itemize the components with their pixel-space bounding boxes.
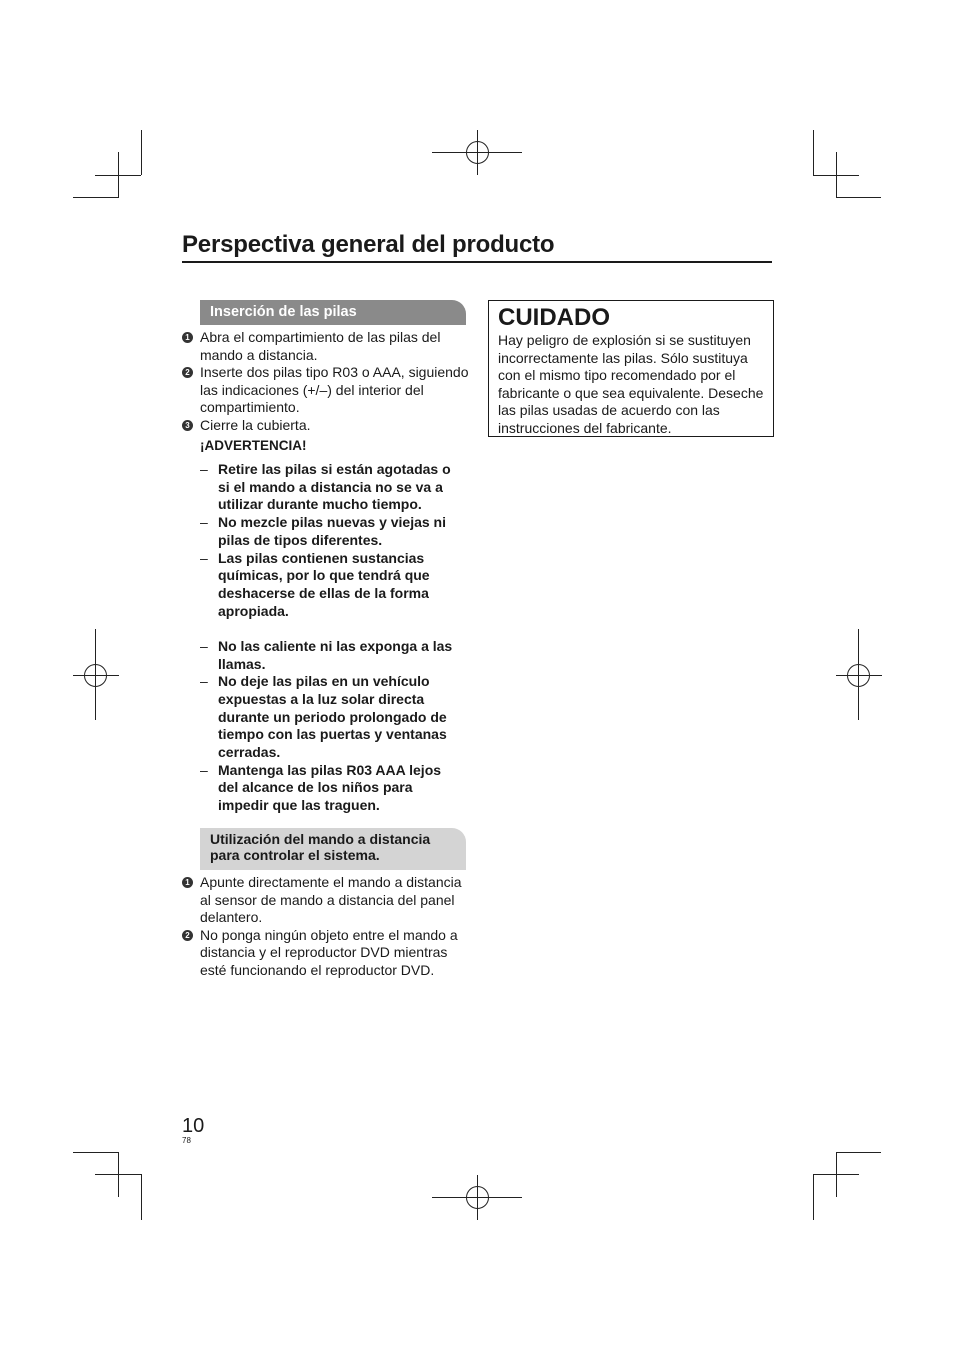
- warning-heading: ¡ADVERTENCIA!: [200, 438, 307, 453]
- page-title: Perspectiva general del producto: [182, 230, 772, 263]
- dash-bullet: –: [200, 673, 208, 690]
- caution-text: Hay peligro de explosión si se sustituyen incorrectamente las pilas. Sólo sustituya con el mismo tipo recomendado por el fabricante o que sea equivalente. Deseche las pilas usadas de acuerdo con las instrucciones del fabricante.: [498, 332, 764, 436]
- warning-text: No deje las pilas en un vehículo expuestas a la luz solar directa durante un periodo prolongado de tiempo con las puertas y ventanas cerradas.: [218, 673, 447, 761]
- step-number-icon: 1: [182, 877, 193, 888]
- warning-text: No las caliente ni las exponga a las llamas.: [218, 637, 453, 672]
- dash-bullet: –: [200, 637, 208, 654]
- warning-list: [200, 461, 465, 815]
- step-text: Inserte dos pilas tipo R03 o AAA, siguiendo las indicaciones (+/–) del interior del compartimiento.: [200, 364, 469, 415]
- list-item: [200, 550, 465, 621]
- remote-steps: [182, 874, 472, 979]
- step-text: No ponga ningún objeto entre el mando a distancia y el reproductor DVD mientras esté funcionando el reproductor DVD.: [200, 926, 458, 978]
- dash-bullet: –: [200, 549, 208, 566]
- warning-text: Las pilas contienen sustancias químicas, por lo que tendrá que deshacerse de ellas de la forma apropiada.: [218, 549, 430, 619]
- list-item: [200, 461, 465, 514]
- section-heading-remote-usage-line1: Utilización del mando a distancia: [210, 831, 431, 847]
- list-item: [200, 673, 465, 762]
- step-number-icon: 3: [182, 420, 193, 431]
- caution-box: [488, 300, 774, 437]
- dash-bullet: –: [200, 461, 208, 477]
- spacer: [200, 620, 465, 638]
- caution-title: CUIDADO: [498, 304, 610, 331]
- list-item: [200, 762, 465, 815]
- step-text: Cierre la cubierta.: [200, 416, 311, 433]
- list-item: [182, 329, 472, 364]
- list-item: [182, 927, 472, 980]
- step-number-icon: 1: [182, 332, 193, 343]
- section-heading-battery-insertion: [200, 300, 466, 325]
- list-item: [182, 874, 472, 927]
- section-heading-battery-insertion-text: Inserción de las pilas: [210, 304, 357, 320]
- warning-text: Retire las pilas si están agotadas o si el mando a distancia no se va a utilizar durante mucho tiempo.: [218, 461, 451, 513]
- step-text: Apunte directamente el mando a distancia al sensor de mando a distancia del panel delantero.: [200, 874, 462, 925]
- dash-bullet: –: [200, 761, 208, 778]
- list-item: [200, 514, 465, 549]
- step-text: Abra el compartimiento de las pilas del mando a distancia.: [200, 329, 441, 363]
- list-item: [182, 417, 472, 435]
- battery-steps: [182, 329, 472, 434]
- sub-page-number: 78: [182, 1136, 191, 1145]
- list-item: [182, 364, 472, 417]
- section-heading-remote-usage-line2: para controlar el sistema.: [210, 847, 380, 863]
- warning-text: No mezcle pilas nuevas y viejas ni pilas de tipos diferentes.: [218, 514, 446, 548]
- page-number: 10: [182, 1115, 205, 1137]
- dash-bullet: –: [200, 514, 208, 531]
- step-number-icon: 2: [182, 367, 193, 378]
- section-heading-remote-usage: [200, 828, 466, 870]
- step-number-icon: 2: [182, 930, 193, 941]
- warning-text: Mantenga las pilas R03 AAA lejos del alcance de los niños para impedir que las traguen.: [218, 761, 442, 814]
- list-item: [200, 638, 465, 673]
